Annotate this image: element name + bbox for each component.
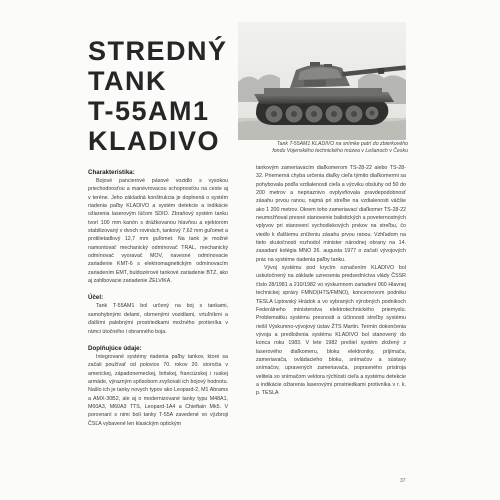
title-line-3: T-55AM1 <box>88 96 210 126</box>
paragraph-right-2: Vývoj systému pod krycím označením KLADIVO bol uskutočnený na základe uznesenia predsedníctva vlády ČSSR číslo 28/1981 a 210/1982 vo výskumnom zariadení 060 Hlavnej technickej správy FMNO(HTS/FMNO), koncernovom podniku TESLA Liptovský Hrádok a vo vybraných výrobných podnikoch Federálneho ministerstva elektrotechnického priemyslu. Problematiku systému presnosti a účinnosti streľby systému riešil Výskumno-vývojový ústav ŽTS Martin. Termín dokončenia vývoja a predloženia systému KLADIVO bol stanovený do konca roku 1983. V lete 1982 prešiel systém zložený z laserového diaľkomeru, bloku elektroniky, prijímača, zameriavača, ovládacieho bloku, snímačov a sústavy snímačov, upravených zameriavača, popravného pristroja velitela so snímačom vektora rýchlosti cieľa a systému detekcie a indikácie ožiarenia laserovými prostriedkami protivníka v r. k. p. TESLA <box>256 265 406 397</box>
heading-characteristics: Charakteristika: <box>88 169 135 176</box>
title-line-2: TANK <box>88 66 167 96</box>
title-line-1: STREDNÝ <box>88 36 228 66</box>
paragraph-extra-data: Integrované systémy riadenia paľby tankov, ktoré sa začali používať od polovice 70. rokov 20. storočia v americkej, západonemeckej, britskej, francúzskej i ruskej armáde, výrazným spôsobom zvyšovali ich bojový hodnotu. Našlo ich je tanky novych typov ako Leopard-2, M1 Abrams a AMX-30B2, ale aj o modernizované tanky typu M48A1, M60A3, M60A3 TTS, Leopard-1A4 a Chieftain Mk5. V porovnaní s nimi boli tanky T-55A zavedené vo výzbroji ČSĽA vybavené len klasickým optickým <box>88 353 228 427</box>
tank-illustration <box>238 22 406 140</box>
heading-purpose: Účel: <box>88 294 104 302</box>
photo-caption: Tank T-55AM1 KLADIVO na snímke patrí do zbierkového fondu Vojenského technického múzea v Lešanoch v Česku <box>272 141 408 154</box>
paragraph-purpose: Tank T-55AM1 bol určený na boj s tankami, samohybnými delami, obrnenými vozidlami, vrtuľníkmi a ďalšími palebnými prostriedkami možného protivníka v rámci útočného i obranného boja. <box>88 303 228 335</box>
page-title <box>88 36 238 156</box>
heading-extra-data: Doplňujúce údaje: <box>88 344 142 352</box>
paragraph-characteristics: Bojové pancierové pásové vozidlo s vysokou priechodnosťou a manévrovacou schopnosťou na ceste aj v teréne. Jeho základná konštrukcia je doplnená o systém riadenia paľby KLADIVO a systém detekcie a indikácie ožiarenia laserovým lúčom SDIO. Zbraňový systém tanku tvorí 100 mm kanón s drážkovanou hlavňou a ejektorom stabilizovaný v dvoch rovinách, tankový 7,62 mm guľomet a protilietadlový 12,7 mm guľomet. Na tank je možné namontovať mechanický odmínovač TRAL, mechanický odmínovač vyoravač MOV, navesné odmínovacie zariadenie KMT-6 s elektromagnetickým odmínovacím zariadením EMT, buldozérové tankové zariadenie BTZ, ako aj zahlbovacie zariadenie ŽELVIKA. <box>88 178 228 285</box>
paragraph-right-1: tankovým zameriavacím diaľkomerom TS-28-22 alebo TS-28-32. Priemerná chyba určenia diaľky cieľa týmito diaľkomermi sa pohybovala podľa vzdialenosti cieľa a výcviku obsluhy od 50 do 200 metrov a nepriaznivo ovplyvňovala pravdepodobnosť zásahu prvou ranou, najmä pri streľbe na vzdialenosti väčšie ako 1 200 metrov. Okrem toho zameriavací diaľkomer TS-28-22 neumožňoval presné stanovenie balistických a poveternostných vplyvov pri stanovení vychodiskových prvkov na streľbu, čo viedlo k ďalšiemu zníženiu zásahu prvou ranou. Vzhľadom na tieto skutočnosti rozhodol minister národnej obrany na 14. zasadaní kolégia MNO 26. augusta 1977 o začatí vývojových prác na systéme riadenia paľby tanku. <box>256 165 406 263</box>
title-line-4: KLADIVO <box>88 126 220 156</box>
page-number: 37 <box>400 478 406 484</box>
tank-photo <box>238 22 406 140</box>
left-column <box>88 168 228 436</box>
right-column <box>256 164 406 398</box>
